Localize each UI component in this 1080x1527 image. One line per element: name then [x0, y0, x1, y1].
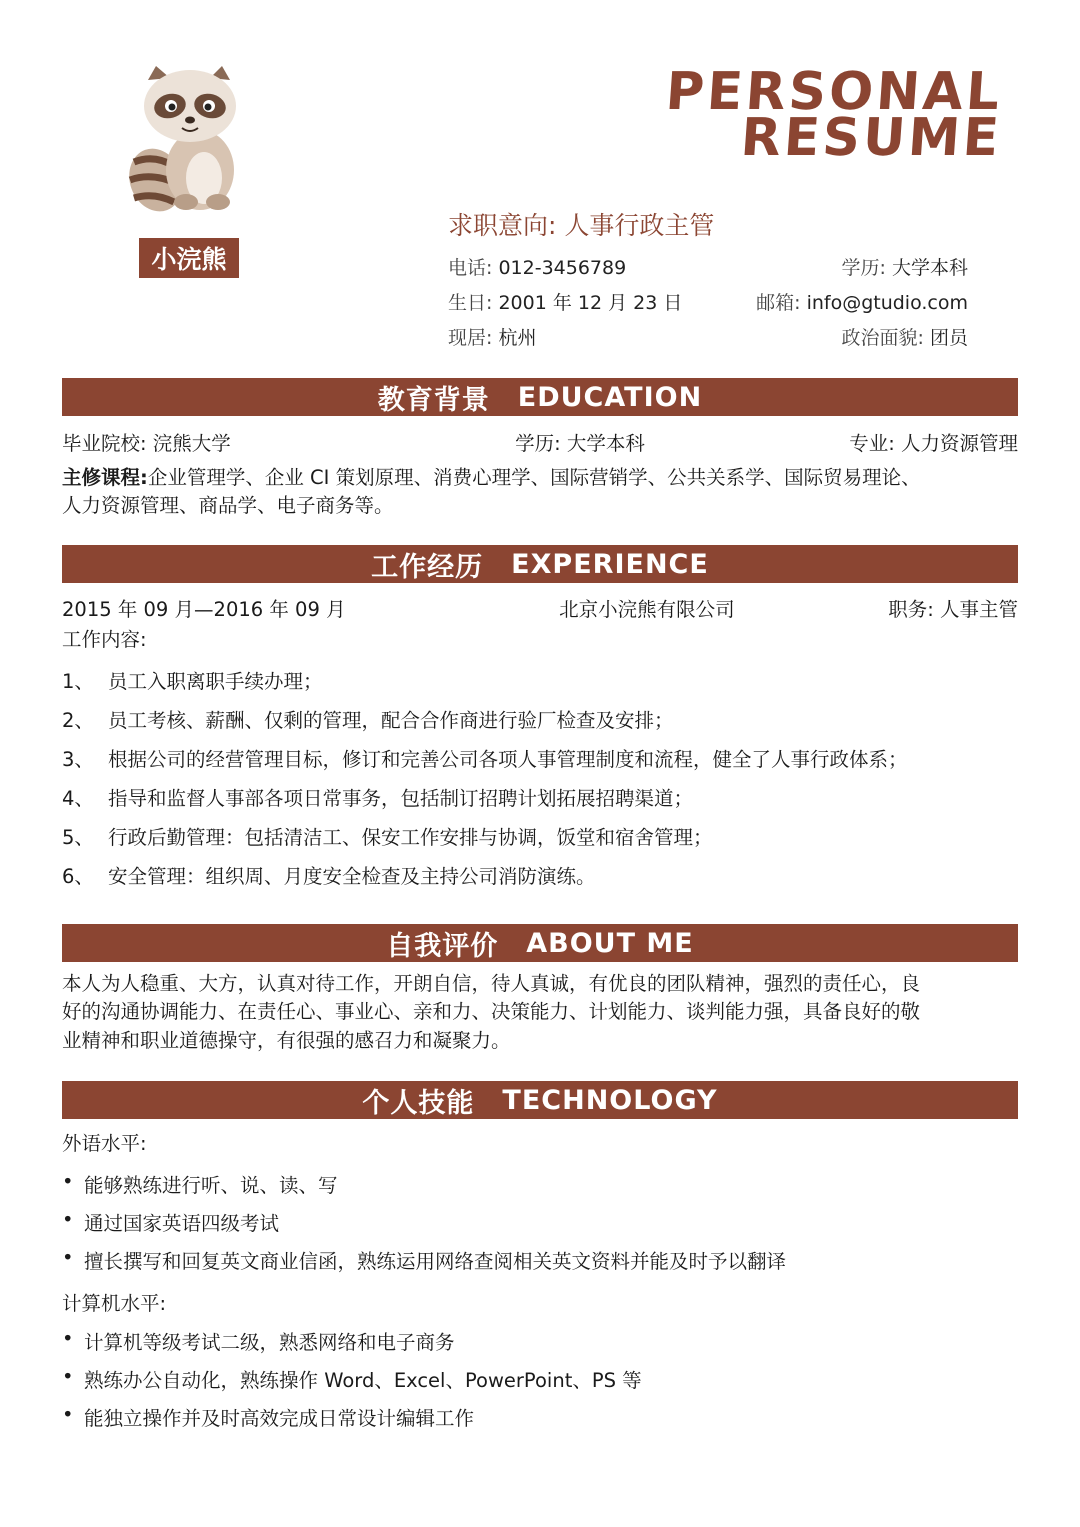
duty-text: 指导和监督人事部各项日常事务，包括制订招聘计划拓展招聘渠道； [108, 787, 694, 810]
list-item-text: 计算机等级考试二级，熟悉网络和电子商务 [84, 1331, 455, 1354]
phone-label: 电话: [448, 257, 493, 279]
major: 专业: 人力资源管理 [849, 432, 1018, 455]
resume-title-line1: PERSONAL [663, 62, 1005, 122]
bullet-icon: • [62, 1246, 74, 1269]
duty-number: 2、 [62, 709, 94, 732]
residence [448, 329, 536, 348]
section-title-cn: 个人技能 [362, 1087, 475, 1119]
duty-item [62, 822, 713, 850]
section-title-en: TECHNOLOGY [502, 1084, 718, 1116]
courses-line1: 企业管理学、企业 CI 策划原理、消费心理学、国际营销学、公共关系学、国际贸易理论、 [147, 466, 921, 489]
birth-value: 2001 年 12 月 23 日 [498, 292, 683, 314]
courses [62, 464, 1032, 521]
work-period: 2015 年 09 月—2016 年 09 月 [62, 598, 346, 621]
duty-item [62, 705, 674, 733]
degree: 学历: 大学本科 [515, 432, 645, 455]
section-header-skills [62, 1081, 1018, 1119]
section-title-en: EDUCATION [517, 381, 703, 413]
section-title-cn: 自我评价 [386, 930, 499, 962]
politics-label: 政治面貌: [841, 327, 924, 349]
duty-text: 行政后勤管理：包括清洁工、保安工作安排与协调，饭堂和宿舍管理； [108, 826, 713, 849]
list-item [62, 1365, 642, 1393]
edu-label: 学历: [841, 257, 886, 279]
name-tag: 小浣熊 [139, 238, 239, 278]
about-text [62, 970, 1032, 1055]
job-intent-label: 求职意向: [448, 211, 557, 240]
school: 毕业院校: 浣熊大学 [62, 432, 231, 455]
list-item [62, 1208, 279, 1236]
list-item [62, 1246, 786, 1274]
duty-number: 4、 [62, 787, 94, 810]
section-title-cn: 工作经历 [371, 551, 484, 583]
position: 职务: 人事主管 [888, 598, 1018, 621]
education-level [842, 259, 968, 278]
experience-row [62, 594, 1018, 622]
job-intent [448, 206, 714, 242]
section-title-en: ABOUT ME [526, 927, 694, 959]
email-label: 邮箱: [756, 292, 801, 314]
duties-label: 工作内容: [62, 628, 147, 651]
list-item [62, 1327, 455, 1355]
section-title-en: EXPERIENCE [511, 548, 709, 580]
list-item-text: 通过国家英语四级考试 [84, 1212, 280, 1235]
duty-text: 员工考核、薪酬、仅剩的管理，配合合作商进行验厂检查及安排； [108, 709, 674, 732]
education-row [62, 428, 1018, 456]
list-item [62, 1403, 474, 1431]
section-title-cn: 教育背景 [377, 384, 490, 416]
duty-number: 5、 [62, 826, 94, 849]
section-header-about [62, 924, 1018, 962]
phone-value: 012-3456789 [498, 257, 627, 279]
duty-text: 根据公司的经营管理目标，修订和完善公司各项人事管理制度和流程，健全了人事行政体系； [108, 748, 908, 771]
computer-label: 计算机水平: [62, 1292, 167, 1315]
edu-value: 大学本科 [891, 257, 968, 279]
bullet-icon: • [62, 1327, 74, 1350]
city-label: 现居: [448, 327, 493, 349]
section-header-education [62, 378, 1018, 416]
section-header-experience [62, 545, 1018, 583]
duty-item [62, 783, 693, 811]
duty-item [62, 666, 323, 694]
duty-number: 6、 [62, 865, 94, 888]
birth-label: 生日: [448, 292, 493, 314]
list-item-text: 熟练办公自动化，熟练操作 Word、Excel、PowerPoint、PS 等 [84, 1369, 642, 1392]
duty-item [62, 861, 596, 889]
politics-value: 团员 [929, 327, 968, 349]
duty-number: 3、 [62, 748, 94, 771]
city-value: 杭州 [498, 327, 537, 349]
list-item [62, 1170, 338, 1198]
about-line: 业精神和职业道德操守，有很强的感召力和凝聚力。 [62, 1028, 511, 1052]
email [756, 294, 968, 313]
birthday [448, 294, 682, 313]
duty-text: 安全管理：组织周、月度安全检查及主持公司消防演练。 [108, 865, 596, 888]
resume-title-line2: RESUME [739, 108, 1005, 168]
job-intent-value: 人事行政主管 [564, 211, 715, 240]
political-status [842, 329, 968, 348]
about-line: 本人为人稳重、大方，认真对待工作，开朗自信，待人真诚，有优良的团队精神，强烈的责任心，良 [62, 972, 921, 995]
email-value: info@gtudio.com [806, 292, 968, 314]
courses-label: 主修课程: [62, 466, 148, 489]
about-line: 好的沟通协调能力、在责任心、事业心、亲和力、决策能力、计划能力、谈判能力强，具备良好的敬 [62, 1000, 921, 1024]
list-item-text: 能够熟练进行听、说、读、写 [84, 1174, 338, 1197]
courses-line2: 人力资源管理、商品学、电子商务等。 [62, 494, 394, 518]
list-item-text: 擅长撰写和回复英文商业信函，熟练运用网络查阅相关英文资料并能及时予以翻译 [84, 1250, 787, 1273]
duty-item [62, 744, 908, 772]
list-item-text: 能独立操作并及时高效完成日常设计编辑工作 [84, 1407, 475, 1430]
phone [448, 259, 626, 278]
duty-number: 1、 [62, 670, 94, 693]
language-label: 外语水平: [62, 1132, 147, 1155]
company: 北京小浣熊有限公司 [559, 598, 735, 621]
bullet-icon: • [62, 1403, 74, 1426]
bullet-icon: • [62, 1208, 74, 1231]
bullet-icon: • [62, 1170, 74, 1193]
duty-text: 员工入职离职手续办理； [108, 670, 323, 693]
raccoon-avatar [118, 62, 248, 222]
bullet-icon: • [62, 1365, 74, 1388]
